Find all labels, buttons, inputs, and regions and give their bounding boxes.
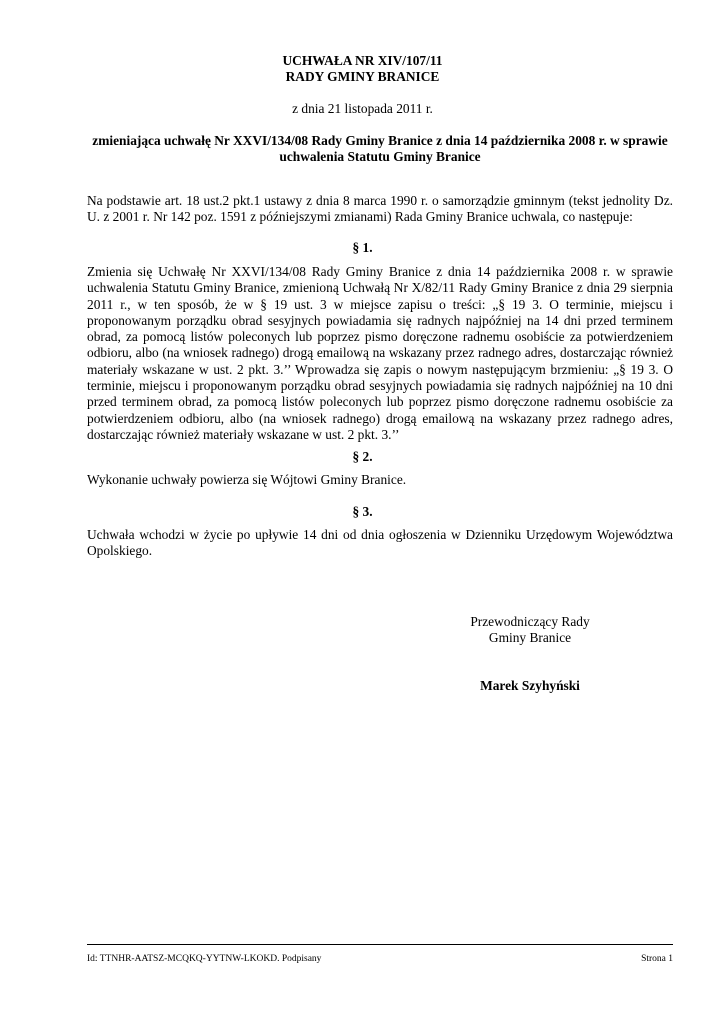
document-title [0,53,725,85]
signature-role [430,614,630,646]
section-1-text: Zmienia się Uchwałę Nr XXVI/134/08 Rady Gminy Branice z dnia 14 października 2008 r. w sprawie uchwalenia Statutu Gminy Branice, zmienioną Uchwałą Nr X/82/11 Rady Gminy Branice z dnia 29 sierpnia 2011 r., w ten sposób, że w § 19 ust. 3 w miejsce zapisu o treści: „§ 19 3. O terminie, miejscu i proponowanym porządku obrad sesyjnych powiadamia się radnych najpóźniej na 14 dni przed terminem obrad, za pomocą listów poleconych lub poprzez pismo doręczone radnemu osobiście za potwierdzeniem odbioru, albo (na wniosek radnego) drogą emailową na wskazany przez radnego adres, dostarczając również materiały wskazane w ust. 2 pkt. 3.’’ Wprowadza się zapis o nowym następującym brzmieniu: „§ 19 3. O terminie, miejscu i proponowanym porządku obrad sesyjnych powiadamia się radnych najpóźniej na 10 dni przed terminem obrad, za pomocą listów poleconych lub poprzez pismo doręczone radnemu osobiście za potwierdzeniem odbioru, albo (na wniosek radnego) drogą emailową na wskazany przez radnego adres, dostarczając również materiały wskazane w ust. 2 pkt. 3.’’ [87,264,673,442]
section-3-heading: § 3. [352,504,373,519]
document-subject: zmieniająca uchwałę Nr XXVI/134/08 Rady Gminy Branice z dnia 14 października 2008 r. w sprawie uchwalenia Statutu Gminy Branice [92,133,668,164]
signature-role-line-2: Gminy Branice [488,630,572,645]
section-2-heading: § 2. [352,449,373,464]
section-1-heading: § 1. [352,240,373,255]
signature-role-line-1: Przewodniczący Rady [470,614,590,629]
title-line-resolution-number: UCHWAŁA NR XIV/107/11 [282,53,443,68]
document-date: z dnia 21 listopada 2011 r. [292,101,433,116]
legal-basis-paragraph: Na podstawie art. 18 ust.2 pkt.1 ustawy z dnia 8 marca 1990 r. o samorządzie gminnym (tekst jednolity Dz. U. z 2001 r. Nr 142 poz. 1591 z późniejszymi zmianami) Rada Gminy Branice uchwala, co następuje: [87,193,673,225]
section-3-text: Uchwała wchodzi w życie po upływie 14 dni od dnia ogłoszenia w Dzienniku Urzędowym Województwa Opolskiego. [87,527,673,559]
title-line-council: RADY GMINY BRANICE [285,69,440,84]
signatory-name: Marek Szyhyński [480,678,580,693]
document-id: Id: TTNHR-AATSZ-MCQKQ-YYTNW-LKOKD. Podpisany [87,954,322,964]
footer-divider [87,944,673,945]
page-number: Strona 1 [641,954,673,964]
section-2-text: Wykonanie uchwały powierza się Wójtowi Gminy Branice. [87,472,407,487]
